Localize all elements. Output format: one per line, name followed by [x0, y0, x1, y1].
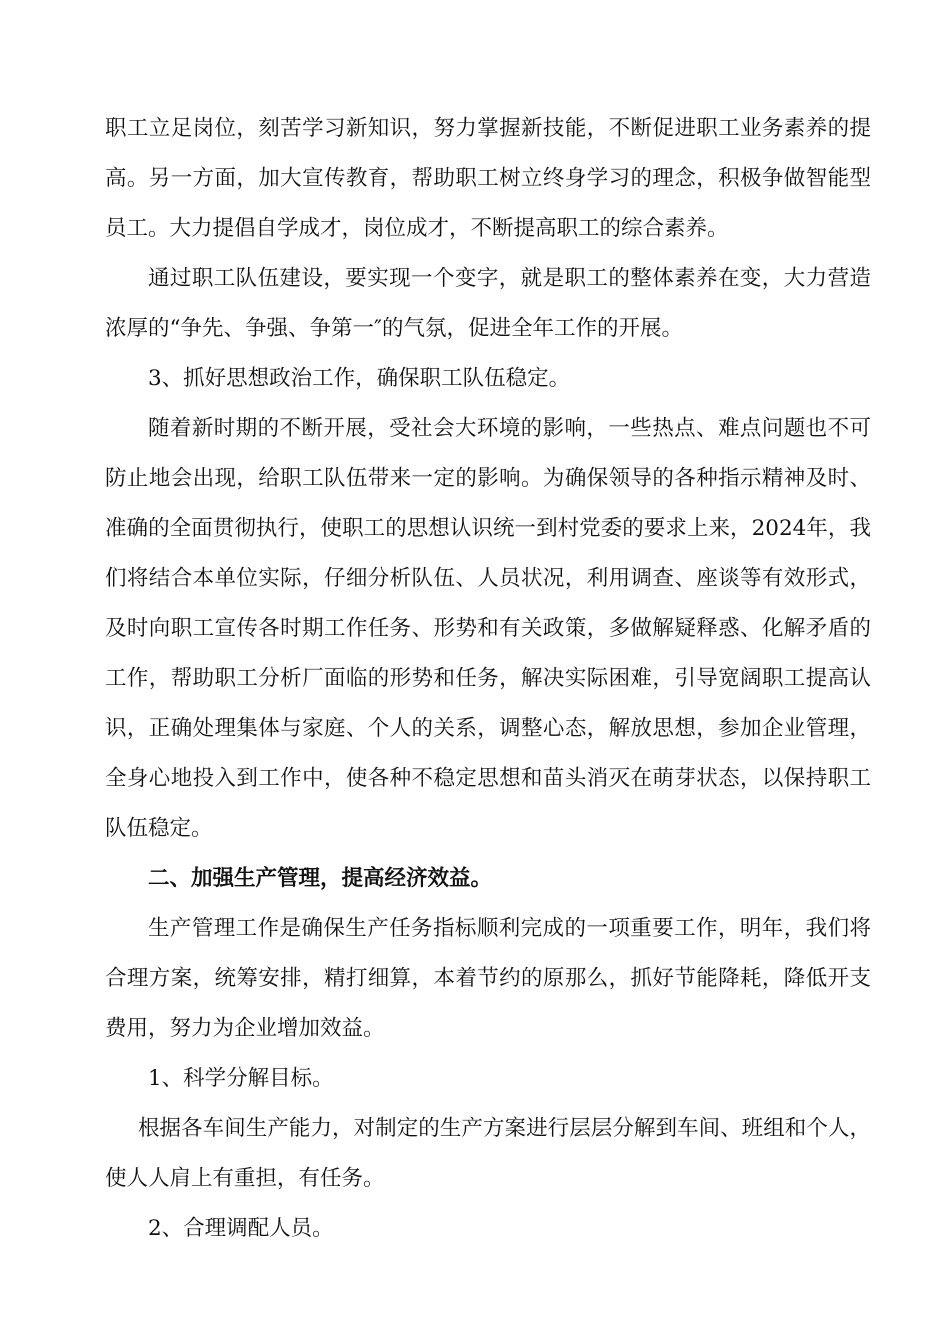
paragraph-team-building: 通过职工队伍建设，要实现一个变字，就是职工的整体素养在变，大力营造浓厚的“争先、争强、争第一″的气氛，促进全年工作的开展。: [105, 266, 871, 341]
paragraph-target-decomposition: 根据各车间生产能力，对制定的生产方案进行层层分解到车间、班组和个人，使人人肩上有重担，有任务。: [105, 1116, 871, 1191]
paragraph-production-management: 生产管理工作是确保生产任务指标顺利完成的一项重要工作，明年，我们将合理方案，统筹安排，精打细算，本着节约的原那么，抓好节能降耗，降低开支费用，努力为企业增加效益。: [105, 916, 871, 1041]
section-heading-2: 二、加强生产管理，提高经济效益。: [148, 866, 493, 891]
paragraph-continuation: 职工立足岗位，刻苦学习新知识，努力掌握新技能，不断促进职工业务素养的提高。另一方面，加大宣传教育，帮助职工树立终身学习的理念，积极争做智能型员工。大力提倡自学成才，岗位成才，不断提高职工的综合素养。: [105, 116, 871, 241]
document-body: [105, 104, 871, 1254]
heading-item-3: 3、抓好思想政治工作，确保职工队伍稳定。: [148, 366, 571, 391]
heading-item-1: 1、科学分解目标。: [148, 1066, 334, 1091]
paragraph-political-work: 随着新时期的不断开展，受社会大环境的影响，一些热点、难点问题也不可防止地会出现，给职工队伍带来一定的影响。为确保领导的各种指示精神及时、准确的全面贯彻执行，使职工的思想认识统一到村党委的要求上来，2024年，我们将结合本单位实际，仔细分析队伍、人员状况，利用调查、座谈等有效形式，及时向职工宣传各时期工作任务、形势和有关政策，多做解疑释惑、化解矛盾的工作，帮助职工分析厂面临的形势和任务，解决实际困难，引导宽阔职工提高认识，正确处理集体与家庭、个人的关系，调整心态，解放思想，参加企业管理，全身心地投入到工作中，使各种不稳定思想和苗头消灭在萌芽状态，以保持职工队伍稳定。: [105, 416, 871, 841]
heading-item-2: 2、合理调配人员。: [148, 1216, 334, 1241]
